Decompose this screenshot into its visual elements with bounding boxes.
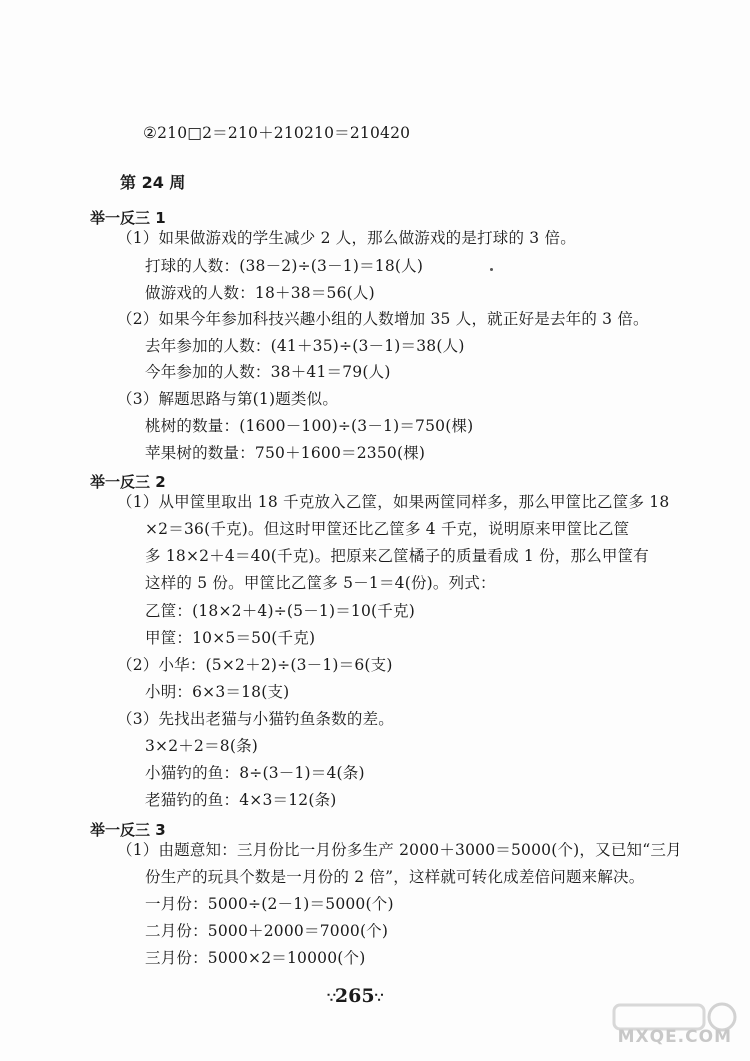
text-line: 份生产的玩具个数是一月份的 2 倍”，这样就可转化成差倍问题来解决。 — [145, 868, 645, 886]
text-line: （3）先找出老猫与小猫钓鱼条数的差。 — [117, 710, 394, 728]
text-line: ×2＝36(千克)。但这时甲筐还比乙筐多 4 千克，说明原来甲筐比乙筐 — [145, 520, 630, 538]
watermark-logo — [604, 999, 744, 1055]
scan-speck — [490, 268, 493, 271]
watermark-text: MXQE.COM — [617, 1027, 732, 1047]
text-line: （2）小华：(5×2＋2)÷(3－1)＝6(支) — [117, 656, 393, 674]
page-number-text: 265 — [334, 985, 375, 1007]
text-line: 桃树的数量：(1600－100)÷(3－1)＝750(棵) — [145, 417, 474, 435]
page-number — [327, 985, 383, 1007]
text-line: 苹果树的数量：750＋1600＝2350(棵) — [145, 444, 426, 462]
dot-ornament-left: ∵ — [327, 990, 335, 1006]
text-line: 小明：6×3＝18(支) — [145, 683, 290, 701]
text-line: （2）如果今年参加科技兴趣小组的人数增加 35 人，就正好是去年的 3 倍。 — [117, 310, 649, 328]
text-line: 二月份：5000＋2000＝7000(个) — [145, 922, 389, 940]
text-line: 一月份：5000÷(2－1)＝5000(个) — [145, 895, 394, 913]
text-line: （1）如果做游戏的学生减少 2 人，那么做游戏的是打球的 3 倍。 — [117, 229, 576, 247]
text-line: 今年参加的人数：38＋41＝79(人) — [145, 363, 391, 381]
text-line: 打球的人数：(38－2)÷(3－1)＝18(人) — [145, 257, 424, 275]
text-line: 乙筐：(18×2＋4)÷(5－1)＝10(千克) — [145, 602, 415, 620]
text-line: 去年参加的人数：(41＋35)÷(3－1)＝38(人) — [145, 337, 465, 355]
section-heading-1: 举一反三 1 — [90, 209, 166, 227]
text-line: 3×2＋2＝8(条) — [145, 737, 259, 755]
text-line: 小猫钓的鱼：8÷(3－1)＝4(条) — [145, 764, 365, 782]
dot-ornament-right: ∵ — [374, 990, 383, 1006]
text-line: 三月份：5000×2＝10000(个) — [145, 949, 366, 967]
text-line: 甲筐：10×5＝50(千克) — [145, 629, 316, 647]
section-heading-2: 举一反三 2 — [90, 473, 166, 491]
text-line: （1）由题意知：三月份比一月份多生产 2000＋3000＝5000(个)，又已知“三月 — [117, 841, 682, 859]
text-line: （1）从甲筐里取出 18 千克放入乙筐，如果两筐同样多，那么甲筐比乙筐多 18 — [117, 493, 670, 511]
text-line: 这样的 5 份。甲筐比乙筐多 5－1＝4(份)。列式： — [145, 574, 496, 592]
text-line: 做游戏的人数：18＋38＝56(人) — [145, 284, 375, 302]
text-line: 多 18×2＋4＝40(千克)。把原来乙筐橘子的质量看成 1 份，那么甲筐有 — [145, 547, 649, 565]
text-line: 老猫钓的鱼：4×3＝12(条) — [145, 791, 337, 809]
section-heading-3: 举一反三 3 — [90, 821, 166, 839]
equation-line: ②210□2＝210＋210210＝210420 — [143, 124, 411, 142]
text-line: （3）解题思路与第(1)题类似。 — [117, 390, 339, 408]
week-heading: 第 24 周 — [120, 173, 186, 192]
